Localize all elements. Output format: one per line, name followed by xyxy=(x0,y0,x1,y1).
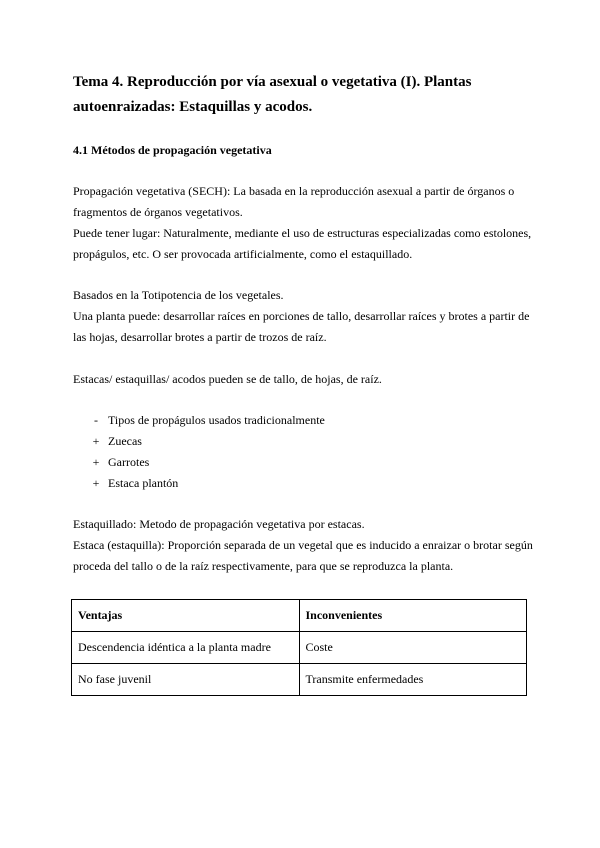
list-bullet: + xyxy=(92,476,100,490)
list-bullet: + xyxy=(92,434,100,448)
table-cell: Transmite enfermedades xyxy=(299,664,527,696)
list-item-text: Estaca plantón xyxy=(108,476,179,490)
list-bullet: + xyxy=(92,455,100,469)
paragraph-definition: Propagación vegetativa (SECH): La basada en la reproducción asexual a partir de órganos o fragmentos de órganos vegetativos. xyxy=(73,184,515,219)
paragraph-occurrence: Puede tener lugar: Naturalmente, mediante el uso de estructuras especializadas como estolones, propágulos, etc. O ser provocada artificialmente, como el estaquillado. xyxy=(73,226,532,261)
table-header: Ventajas xyxy=(72,600,300,632)
list-item-text: Garrotes xyxy=(108,455,150,469)
table-cell: No fase juvenil xyxy=(72,664,300,696)
table-header: Inconvenientes xyxy=(299,600,527,632)
list-bullet: - xyxy=(94,413,98,427)
paragraph-plant-can: Una planta puede: desarrollar raíces en porciones de tallo, desarrollar raíces y brotes a partir de las hojas, desarrollar brotes a partir de trozos de raíz. xyxy=(73,309,530,344)
table-row xyxy=(72,664,527,696)
paragraph-cuttings-types: Estacas/ estaquillas/ acodos pueden se de tallo, de hojas, de raíz. xyxy=(73,372,382,386)
table-cell: Descendencia idéntica a la planta madre xyxy=(72,632,300,664)
table-cell: Coste xyxy=(299,632,527,664)
advantages-table xyxy=(71,599,527,696)
paragraph-estaquillado: Estaquillado: Metodo de propagación vegetativa por estacas. xyxy=(73,517,365,531)
paragraph-totipotency: Basados en la Totipotencia de los vegetales. xyxy=(73,288,284,302)
table-header-row xyxy=(72,600,527,632)
table-row xyxy=(72,632,527,664)
document-title: Tema 4. Reproducción por vía asexual o vegetativa (I). Plantas autoenraizadas: Estaquillas y acodos. xyxy=(73,74,472,115)
list-item-text: Zuecas xyxy=(108,434,142,448)
list-item-text: Tipos de propágulos usados tradicionalmente xyxy=(108,413,325,427)
section-heading: 4.1 Métodos de propagación vegetativa xyxy=(73,143,272,157)
paragraph-estaca: Estaca (estaquilla): Proporción separada de un vegetal que es inducido a enraizar o brotar según proceda del tallo o de la raíz respectivamente, para que se reproduzca la planta. xyxy=(73,538,533,573)
